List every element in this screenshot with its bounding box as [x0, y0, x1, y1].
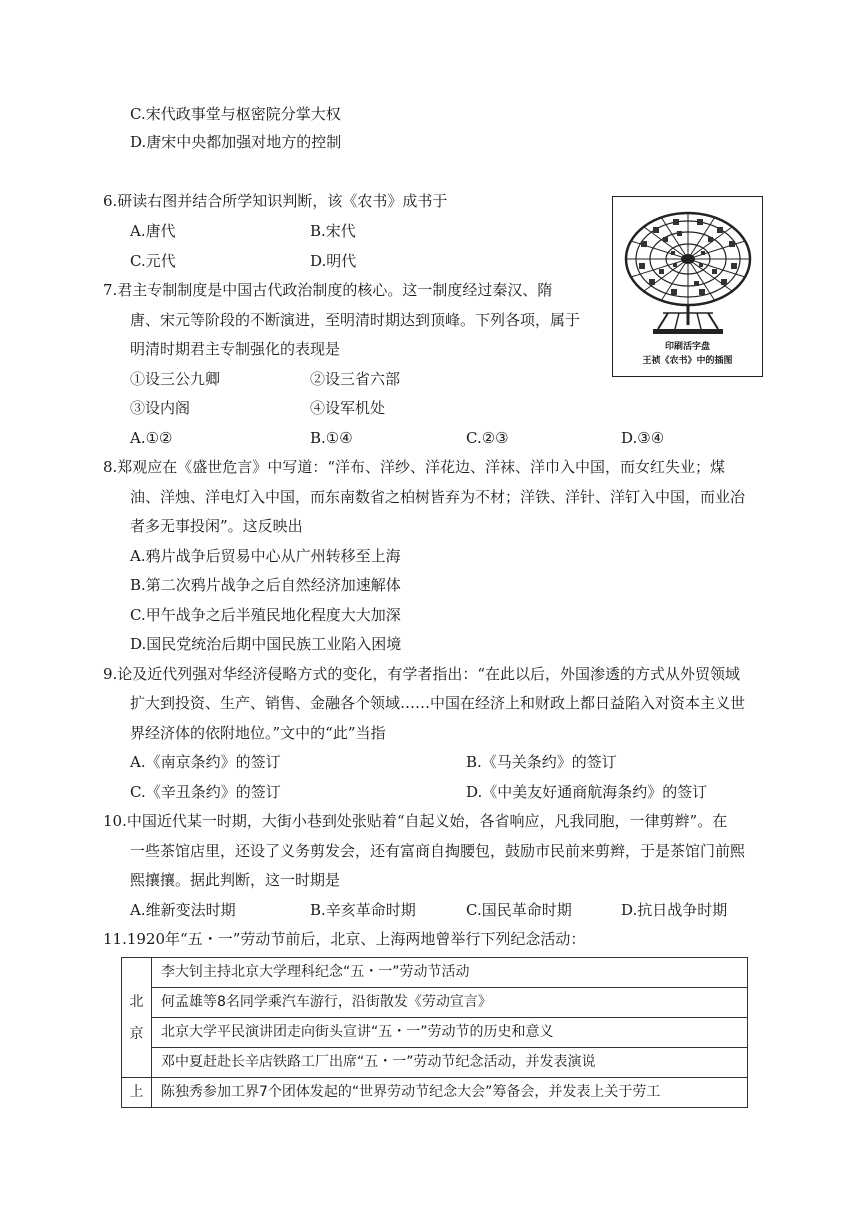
q8-stem-line1: 8.郑观应在《盛世危言》中写道：“洋布、洋纱、洋花边、洋袜、洋巾入中国，而女红失业；煤: [103, 458, 725, 476]
type-tray-figure: [612, 196, 763, 377]
table-row: [122, 1018, 748, 1048]
activity-cell: 李大钊主持北京大学理科纪念“五・一”劳动节活动: [152, 958, 748, 988]
q9-option-d: D.《中美友好通商航海条约》的签订: [466, 783, 708, 801]
q8-stem-line2: 油、洋烛、洋电灯入中国，而东南数省之柏树皆弃为不材；洋铁、洋针、洋钉入中国，而业冶: [130, 488, 746, 506]
q11-stem: 11.1920年“五・一”劳动节前后，北京、上海两地曾举行下列纪念活动：: [103, 930, 586, 948]
q10-option-d: D.抗日战争时期: [621, 901, 728, 919]
q10-stem-line3: 熙攘攘。据此判断，这一时期是: [130, 871, 341, 889]
figure-caption-source: 王祯《农书》中的插图: [642, 356, 733, 366]
q9-stem-line1: 9.论及近代列强对华经济侵略方式的变化，有学者指出：“在此以后，外国渗透的方式从外贸领域: [103, 665, 740, 683]
q5-option-c: C.宋代政事堂与枢密院分掌大权: [130, 105, 341, 123]
q7-option-c: C.②③: [466, 429, 509, 447]
q10-stem-line2: 一些茶馆店里，还设了义务剪发会，还有富商自掏腰包，鼓励市民前来剪辫，于是茶馆门前熙: [130, 842, 746, 860]
q8-option-c: C.甲午战争之后半殖民地化程度大大加深: [130, 606, 401, 624]
q6-option-a: A.唐代: [130, 222, 176, 240]
q7-item-3: ③设内阁: [130, 399, 191, 417]
q8-option-b: B.第二次鸦片战争之后自然经济加速解体: [130, 576, 401, 594]
q7-item-4: ④设军机处: [310, 399, 386, 417]
q8-option-d: D.国民党统治后期中国民族工业陷入困境: [130, 635, 402, 653]
q10-option-b: B.辛亥革命时期: [310, 901, 416, 919]
q7-option-d: D.③④: [621, 429, 665, 447]
q9-option-b: B.《马关条约》的签订: [466, 753, 617, 771]
activity-cell: 邓中夏赶赴长辛店铁路工厂出席“五・一”劳动节纪念活动，并发表演说: [152, 1048, 748, 1078]
q6-option-c: C.元代: [130, 252, 176, 270]
q6-option-b: B.宋代: [310, 222, 356, 240]
q6-stem: 6.研读右图并结合所学知识判断，该《农书》成书于: [103, 192, 448, 210]
q10-option-a: A.维新变法时期: [130, 901, 236, 919]
activity-cell: 北京大学平民演讲团走向街头宣讲“五・一”劳动节的历史和意义: [152, 1018, 748, 1048]
table-row: [122, 1048, 748, 1078]
q7-item-1: ①设三公九卿: [130, 370, 221, 388]
q5-option-d: D.唐宋中央都加强对地方的控制: [130, 133, 342, 151]
q7-stem-line3: 明清时期君主专制强化的表现是: [130, 340, 341, 358]
table-row: [122, 958, 748, 988]
city-char: 京: [129, 1025, 144, 1042]
table-row: [122, 1078, 748, 1108]
q9-option-c: C.《辛丑条约》的签订: [130, 783, 281, 801]
q9-stem-line3: 界经济体的依附地位。”文中的“此”当指: [130, 724, 386, 742]
table-row: [122, 988, 748, 1018]
q9-stem-line2: 扩大到投资、生产、销售、金融各个领域……中国在经济上和财政上都日益陷入对资本主义世: [130, 694, 746, 712]
q7-stem-line1: 7.君主专制制度是中国古代政治制度的核心。这一制度经过秦汉、隋: [103, 281, 553, 299]
q7-option-b: B.①④: [310, 429, 353, 447]
q6-option-d: D.明代: [310, 252, 357, 270]
city-char: 上: [129, 1084, 144, 1100]
q10-stem-line1: 10.中国近代某一时期，大街小巷到处张贴着“自起义始，各省响应，凡我同胞，一律剪辫”。在: [103, 812, 728, 830]
q10-option-c: C.国民革命时期: [466, 901, 572, 919]
q7-stem-line2: 唐、宋元等阶段的不断演进，至明清时期达到顶峰。下列各项，属于: [130, 311, 581, 329]
activity-cell: 陈独秀参加工界7个团体发起的“世界劳动节纪念大会”筹备会，并发表上关于劳工: [152, 1078, 748, 1108]
figure-caption-title: 印刷活字盘: [664, 342, 710, 352]
city-char: 北: [129, 993, 144, 1010]
q7-option-a: A.①②: [130, 429, 173, 447]
activity-cell: 何孟雄等8名同学乘汽车游行，沿街散发《劳动宣言》: [152, 988, 748, 1018]
q8-stem-line3: 者多无事投闲”。这反映出: [130, 517, 303, 535]
commemoration-table: [121, 957, 748, 1108]
q9-option-a: A.《南京条约》的签订: [130, 753, 281, 771]
city-cell-shanghai: [122, 1078, 152, 1108]
q7-item-2: ②设三省六部: [310, 370, 401, 388]
city-cell-beijing: [122, 958, 152, 1078]
q8-option-a: A.鸦片战争后贸易中心从广州转移至上海: [130, 547, 401, 565]
